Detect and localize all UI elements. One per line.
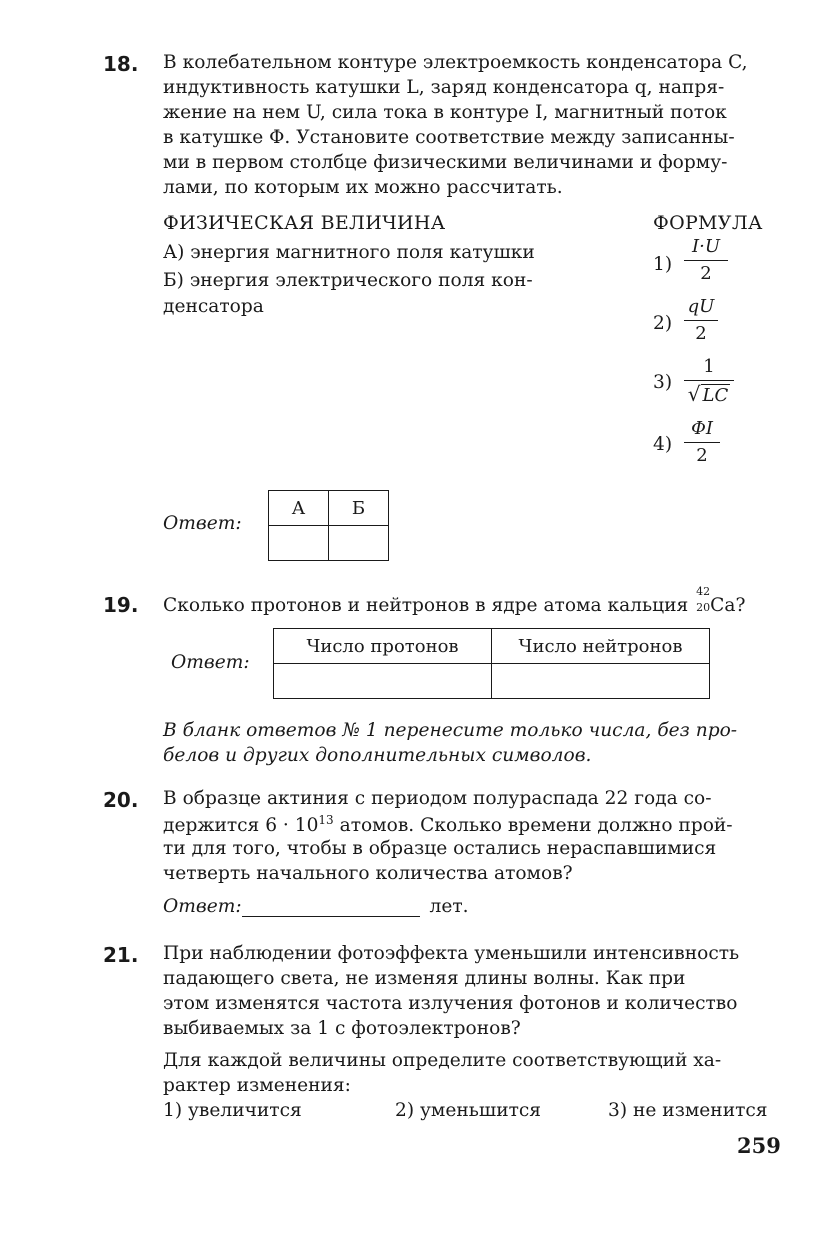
q19-note-line-2: белов и других дополнительных символов. [163,745,592,766]
q19-answer-table [273,628,710,699]
isotope-symbol: Ca [710,595,736,616]
q21-option-1: 1) увеличится [163,1100,302,1121]
question-21-number: 21. [103,943,139,967]
q20-exponent: 13 [318,813,334,827]
q20-answer [163,896,469,917]
calcium-isotope-numbers [694,585,711,614]
question-18-number: 18. [103,52,139,76]
q18-answer-label: Ответ: [163,513,242,534]
formula-4-numerator: ΦI [691,418,713,439]
formula-1-numerator: I·U [691,236,720,257]
q19-text: Сколько протонов и нейтронов в ядре атома кальция [163,595,689,616]
q18-answer-table [268,490,389,561]
q20-line-1: В образце актиния с периодом полураспада 22 года со- [163,788,712,809]
q18-column-header-formula: ФОРМУЛА [653,212,763,234]
q18-answer-col-a: А [269,491,329,526]
q19-question-mark: ? [735,595,746,616]
formula-3-numerator: 1 [703,356,715,377]
q21-option-3: 3) не изменится [608,1100,768,1121]
q21-line-2: падающего света, не изменяя длины волны. Как при [163,968,686,989]
q18-answer-col-b: Б [329,491,389,526]
q18-item-a: А) энергия магнитного поля катушки [163,242,535,263]
q21-instruction-line-2: рактер изменения: [163,1075,351,1096]
q20-answer-unit: лет. [429,896,469,917]
q18-line-6: лами, по которым их можно рассчитать. [163,177,563,198]
q19-col-neutrons: Число нейтронов [492,629,710,664]
q18-line-4: в катушке Φ. Установите соответствие между записанны- [163,127,735,148]
isotope-mass-number: 42 [696,585,711,598]
q18-column-header-quantity: ФИЗИЧЕСКАЯ ВЕЛИЧИНА [163,212,446,234]
page-number: 259 [737,1133,781,1158]
q19-col-protons: Число протонов [274,629,492,664]
formula-4 [684,418,720,467]
formula-1-label: 1) [653,254,673,275]
formula-1 [684,236,728,285]
q19-note-line-1: В бланк ответов № 1 перенесите только числа, без про- [163,720,738,741]
formula-2 [684,296,718,345]
q20-line-4: четверть начального количества атомов? [163,863,573,884]
q20-answer-label: Ответ: [163,896,242,917]
formula-3-label: 3) [653,372,673,393]
q19-question [163,585,746,616]
formula-3-denominator: √ LC [687,382,729,406]
formula-4-denominator: 2 [696,445,708,466]
formula-1-denominator: 2 [700,263,712,284]
formula-2-numerator: qU [687,296,715,317]
formula-4-label: 4) [653,434,673,455]
q21-line-3: этом изменятся частота излучения фотонов и количество [163,993,738,1014]
q21-option-2: 2) уменьшится [395,1100,542,1121]
q21-instruction-line-1: Для каждой величины определите соответствующий ха- [163,1050,722,1071]
q18-line-3: жение на нем U, сила тока в контуре I, магнитный поток [163,102,727,123]
question-20-number: 20. [103,788,139,812]
q20-line-2-post: атомов. Сколько времени должно прой- [333,815,733,837]
q18-line-2: индуктивность катушки L, заряд конденсатора q, напря- [163,77,725,98]
q18-item-b: Б) энергия электрического поля кон- [163,270,533,291]
isotope-atomic-number: 20 [696,601,711,614]
q20-line-3: ти для того, чтобы в образце остались нераспавшимися [163,838,717,859]
q21-line-1: При наблюдении фотоэффекта уменьшили интенсивность [163,943,740,964]
formula-3 [684,356,734,407]
q19-answer-cell-protons[interactable] [274,664,492,699]
q20-answer-blank[interactable] [242,896,420,917]
q18-line-5: ми в первом столбце физическими величинами и форму- [163,152,728,173]
formula-2-label: 2) [653,313,673,334]
formula-3-radicand: LC [702,385,729,406]
q18-line-1: В колебательном контуре электроемкость конденсатора C, [163,52,748,73]
q20-line-2-pre: держится 6 · 10 [163,815,319,837]
q21-line-4: выбиваемых за 1 с фотоэлектронов? [163,1018,521,1039]
q19-answer-cell-neutrons[interactable] [492,664,710,699]
formula-2-denominator: 2 [695,323,707,344]
q18-answer-cell-a[interactable] [269,526,329,561]
q18-answer-cell-b[interactable] [329,526,389,561]
q19-answer-label: Ответ: [171,652,250,673]
q18-item-b-cont: денсатора [163,296,264,317]
question-19-number: 19. [103,593,139,617]
q20-line-2 [163,813,733,836]
